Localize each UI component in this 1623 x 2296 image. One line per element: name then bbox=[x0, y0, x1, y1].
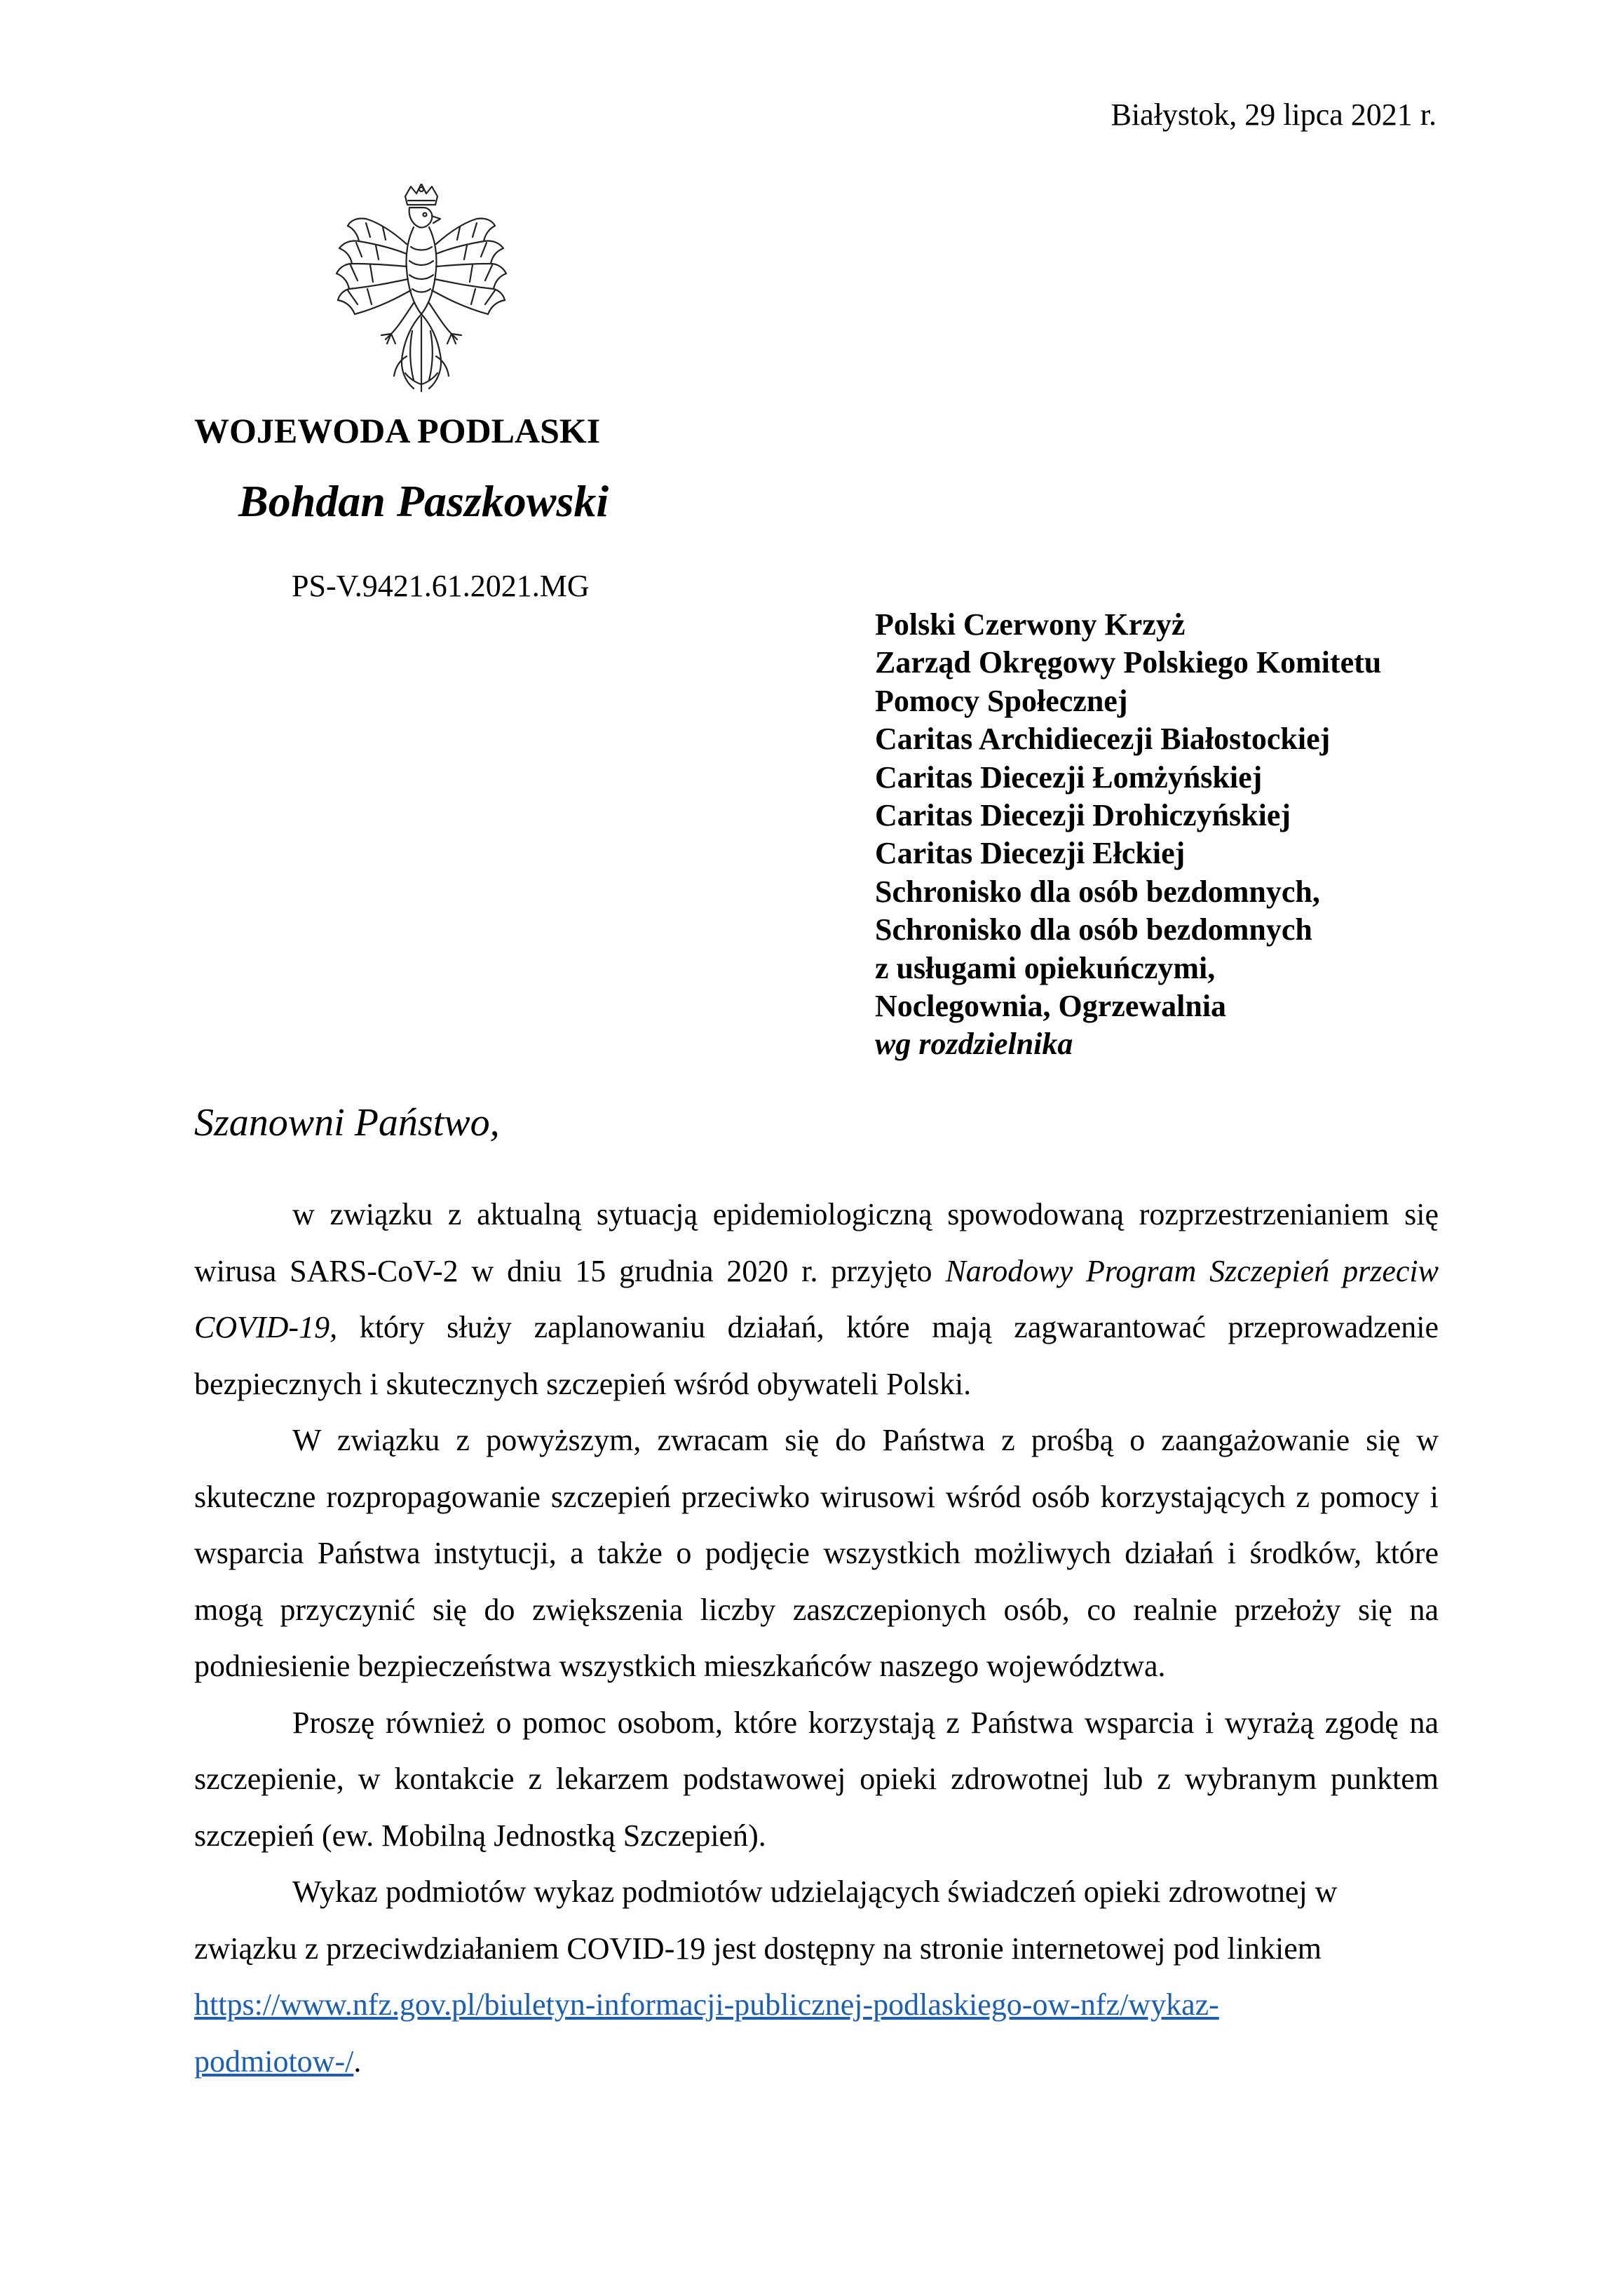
recipient-line: Zarząd Okręgowy Polskiego Komitetu bbox=[875, 645, 1382, 680]
paragraph-4-end: . bbox=[353, 2044, 362, 2079]
recipient-line: Polski Czerwony Krzyż bbox=[875, 607, 1186, 642]
paragraph-1-end: który służy zaplanowaniu działań, które mają zagwarantować przeprowadzenie bezpiecznych i skutecznych szczepień wśród obywateli Polski. bbox=[194, 1310, 1439, 1401]
program-name: Narodowy Program Szczepień przeciw COVID-19, bbox=[194, 1253, 1439, 1344]
nfz-link-part2[interactable]: podmiotow-/ bbox=[194, 2044, 354, 2079]
recipient-line: Schronisko dla osób bezdomnych bbox=[875, 912, 1312, 947]
place-date: Białystok, 29 lipca 2021 r. bbox=[1111, 97, 1437, 132]
recipient-line: Schronisko dla osób bezdomnych, bbox=[875, 874, 1320, 909]
nfz-link[interactable] bbox=[194, 1987, 1219, 2079]
reference-number: PS-V.9421.61.2021.MG bbox=[292, 569, 590, 603]
recipient-line: Caritas Diecezji Ełckiej bbox=[875, 836, 1186, 871]
paragraph-4 bbox=[194, 1864, 1439, 2090]
nfz-link-part1[interactable]: https://www.nfz.gov.pl/biuletyn-informacji-publicznej-podlaskiego-ow-nfz/wykaz- bbox=[194, 1987, 1219, 2022]
paragraph-1-start: w związku z aktualną sytuacją epidemiologiczną spowodowaną rozprzestrzenianiem się wirusa SARS-CoV-2 w dniu 15 grudnia 2020 r. przyjęto bbox=[194, 1197, 1439, 1288]
recipient-line: Caritas Diecezji Łomżyńskiej bbox=[875, 759, 1263, 795]
letter-body bbox=[194, 1187, 1439, 2090]
official-name: Bohdan Paszkowski bbox=[238, 476, 609, 526]
polish-eagle-emblem-icon bbox=[327, 184, 516, 394]
paragraph-3: Proszę również o pomoc osobom, które korzystają z Państwa wsparcia i wyrażą zgodę na szczepienie, w kontakcie z lekarzem podstawowej opieki zdrowotnej lub z wybranym punktem szczepień (ew. Mobilną Jednostką Szczepień). bbox=[194, 1705, 1439, 1853]
office-title: WOJEWODA PODLASKI bbox=[194, 411, 601, 450]
recipient-line: Caritas Diecezji Drohiczyńskiej bbox=[875, 798, 1291, 833]
recipients-block bbox=[875, 606, 1381, 1064]
paragraph-4-text: Wykaz podmiotów wykaz podmiotów udzielających świadczeń opieki zdrowotnej w związku z przeciwdziałaniem COVID-19 jest dostępny na stronie internetowej pod linkiem bbox=[194, 1875, 1338, 1966]
recipient-line: Noclegownia, Ogrzewalnia bbox=[875, 989, 1227, 1024]
paragraph-2: W związku z powyższym, zwracam się do Państwa z prośbą o zaangażowanie się w skuteczne rozpropagowanie szczepień przeciwko wirusowi wśród osób korzystających z pomocy i wsparcia Państwa instytucji, a także o podjęcie wszystkich możliwych działań i środków, które mogą przyczynić się do zwiększenia liczby zaszczepionych osób, co realnie przełoży się na podniesienie bezpieczeństwa wszystkich mieszkańców naszego województwa. bbox=[194, 1423, 1439, 1683]
salutation: Szanowni Państwo, bbox=[194, 1101, 500, 1144]
recipient-line: z usługami opiekuńczymi, bbox=[875, 950, 1216, 985]
paragraph-1 bbox=[194, 1187, 1439, 1412]
recipient-line: Caritas Archidiecezji Białostockiej bbox=[875, 722, 1331, 757]
distribution-note: wg rozdzielnika bbox=[875, 1027, 1073, 1062]
recipient-line: Pomocy Społecznej bbox=[875, 683, 1128, 718]
